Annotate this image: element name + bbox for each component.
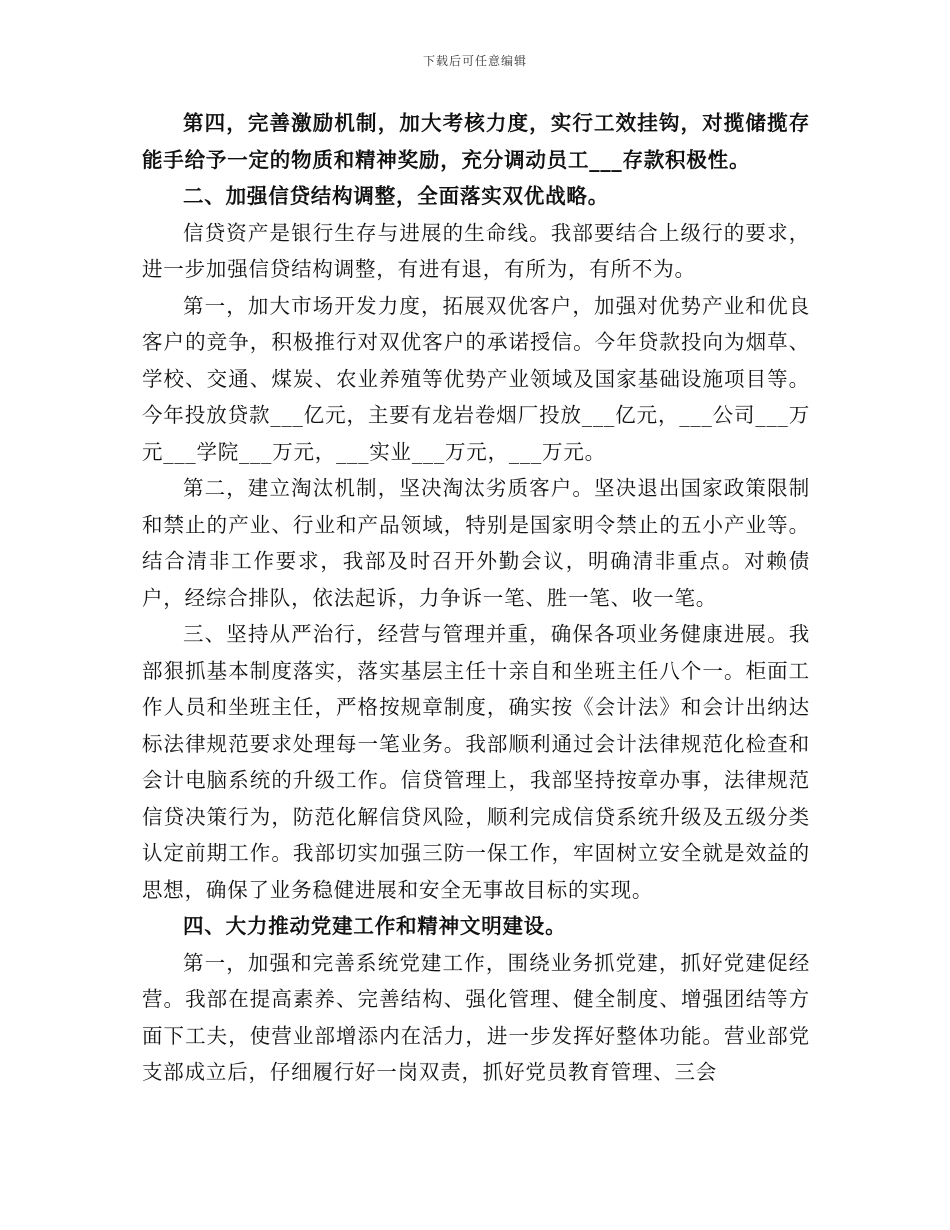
document-body	[142, 105, 810, 1091]
section-heading-2: 二、加强信贷结构调整，全面落实双优战略。	[183, 184, 609, 208]
paragraph-8: 第一，加强和完善系统党建工作，围绕业务抓党建，抓好党建促经营。我部在提高素养、完善结构、强化管理、健全制度、增强团结等方面下工夫，使营业部增添内在活力，进一步发挥好整体功能。营业部党支部成立后，仔细履行好一岗双责，抓好党员教育管理、三会	[142, 950, 810, 1084]
paragraph-1: 第四，完善激励机制，加大考核力度，实行工效挂钩，对揽储揽存能手给予一定的物质和精神奖励，充分调动员工___存款积极性。	[142, 111, 810, 172]
page-header: 下载后可任意编辑	[422, 54, 527, 68]
paragraph-3: 信贷资产是银行生存与进展的生命线。我部要结合上级行的要求，进一步加强信贷结构调整，有进有退，有所为，有所不为。	[142, 220, 810, 281]
section-heading-4: 四、大力推动党建工作和精神文明建设。	[183, 914, 567, 938]
paragraph-5: 第二，建立淘汰机制，坚决淘汰劣质客户。坚决退出国家政策限制和禁止的产业、行业和产品领域，特别是国家明令禁止的五小产业等。结合清非工作要求，我部及时召开外勤会议，明确清非重点。对赖债户，经综合排队，依法起诉，力争诉一笔、胜一笔、收一笔。	[142, 476, 810, 610]
paragraph-6: 三、坚持从严治行，经营与管理并重，确保各项业务健康进展。我部狠抓基本制度落实，落实基层主任十亲自和坐班主任八个一。柜面工作人员和坐班主任，严格按规章制度，确实按《会计法》和会计出纳达标法律规范要求处理每一笔业务。我部顺利通过会计法律规范化检查和会计电脑系统的升级工作。信贷管理上，我部坚持按章办事，法律规范信贷决策行为，防范化解信贷风险，顺利完成信贷系统升级及五级分类认定前期工作。我部切实加强三防一保工作，牢固树立安全就是效益的思想，确保了业务稳健进展和安全无事故目标的实现。	[142, 622, 810, 902]
paragraph-4: 第一，加大市场开发力度，拓展双优客户，加强对优势产业和优良客户的竞争，积极推行对双优客户的承诺授信。今年贷款投向为烟草、学校、交通、煤炭、农业养殖等优势产业领域及国家基础设施项目等。今年投放贷款___亿元，主要有龙岩卷烟厂投放___亿元，___公司___万元___学院___万元，___实业___万元，___万元。	[142, 293, 810, 464]
